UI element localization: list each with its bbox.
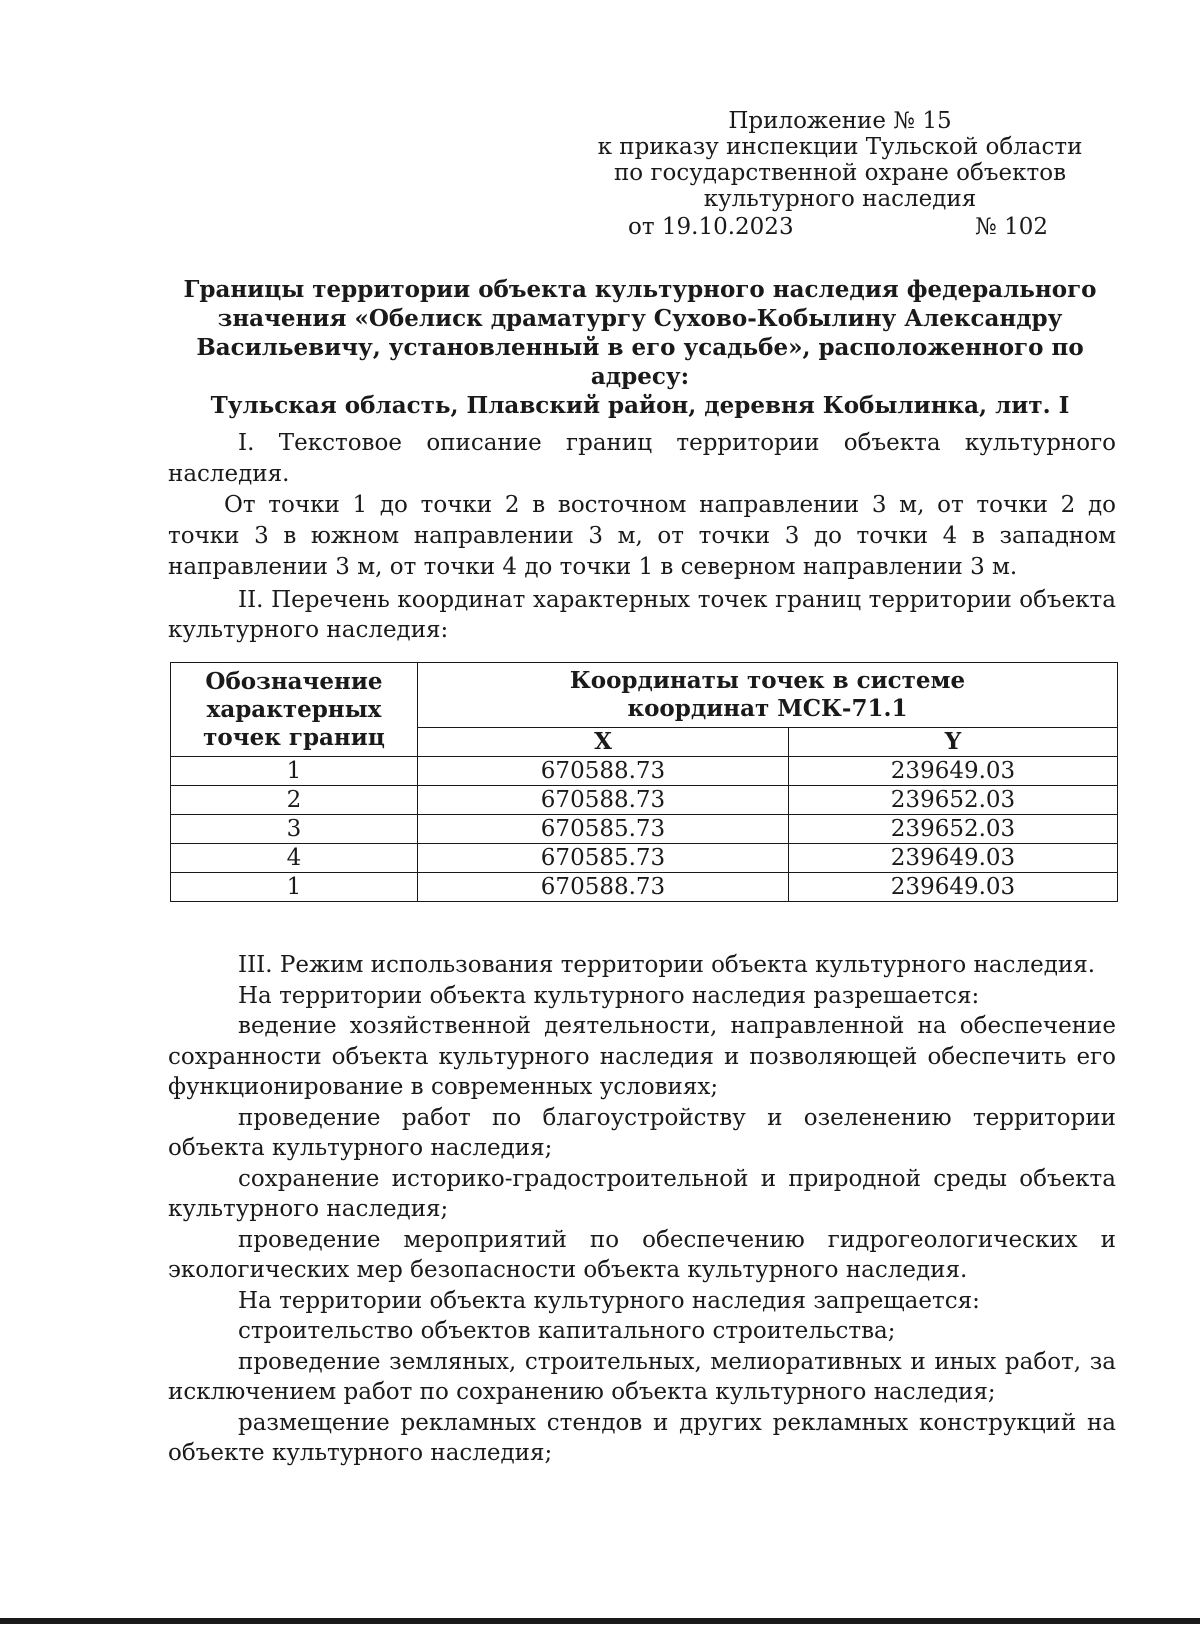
title-line: Васильевичу, установленный в его усадьбе», расположенного по адресу: bbox=[196, 334, 1084, 390]
appendix-order-ref: к приказу инспекции Тульской области bbox=[597, 134, 1083, 160]
section-1 bbox=[168, 428, 1116, 645]
x-cell: 670585.73 bbox=[418, 844, 789, 873]
appendix-order-ref-line2: по государственной охране объектов bbox=[613, 160, 1067, 186]
x-cell: 670585.73 bbox=[418, 815, 789, 844]
section-1-heading: I. Текстовое описание границ территории объекта культурного наследия. bbox=[168, 430, 1116, 487]
point-cell: 4 bbox=[171, 844, 418, 873]
title-line: Границы территории объекта культурного наследия федерального bbox=[183, 276, 1097, 303]
table-row bbox=[171, 757, 1118, 786]
forbidden-intro: На территории объекта культурного наследия запрещается: bbox=[238, 1287, 980, 1314]
forbidden-item: строительство объектов капитального строительства; bbox=[238, 1318, 896, 1344]
coordinates-table bbox=[170, 662, 1118, 902]
order-date: от 19.10.2023 bbox=[628, 214, 794, 240]
title-line: значения «Обелиск драматургу Сухово-Кобылину Александру bbox=[217, 305, 1063, 332]
section-2-heading: II. Перечень координат характерных точек границ территории объекта культурного наследия: bbox=[168, 587, 1116, 643]
y-cell: 239649.03 bbox=[789, 844, 1118, 873]
point-cell: 1 bbox=[171, 873, 418, 902]
allowed-intro: На территории объекта культурного наследия разрешается: bbox=[238, 982, 980, 1009]
allowed-item: проведение мероприятий по обеспечению гидрогеологических и экологических мер безопасности объекта культурного наследия. bbox=[168, 1226, 1116, 1283]
section-3-heading: III. Режим использования территории объекта культурного наследия. bbox=[238, 952, 1096, 978]
order-date-line bbox=[628, 214, 1048, 240]
document-title bbox=[160, 275, 1120, 420]
point-designation-header: Обозначение характерных точек границ bbox=[171, 663, 418, 757]
forbidden-item: размещение рекламных стендов и других рекламных конструкций на объекте культурного наследия; bbox=[168, 1409, 1116, 1466]
table-row bbox=[171, 786, 1118, 815]
y-cell: 239652.03 bbox=[789, 815, 1118, 844]
table-row bbox=[171, 844, 1118, 873]
point-cell: 1 bbox=[171, 757, 418, 786]
y-cell: 239649.03 bbox=[789, 873, 1118, 902]
allowed-item: проведение работ по благоустройству и озеленению территории объекта культурного наследия; bbox=[168, 1104, 1116, 1161]
y-cell: 239649.03 bbox=[789, 757, 1118, 786]
section-1-text: От точки 1 до точки 2 в восточном направлении 3 м, от точки 2 до точки 3 в южном направлении 3 м, от точки 3 до точки 4 в западном направлении 3 м, от точки 4 до точки 1 в северном направлении 3 м. bbox=[168, 492, 1116, 580]
title-line: Тульская область, Плавский район, деревня Кобылинка, лит. I bbox=[210, 392, 1070, 419]
table-row bbox=[171, 873, 1118, 902]
x-cell: 670588.73 bbox=[418, 873, 789, 902]
forbidden-item: проведение земляных, строительных, мелиоративных и иных работ, за исключением работ по сохранению объекта культурного наследия; bbox=[168, 1348, 1116, 1405]
x-cell: 670588.73 bbox=[418, 786, 789, 815]
allowed-item: сохранение историко-градостроительной и природной среды объекта культурного наследия; bbox=[168, 1165, 1116, 1222]
appendix-number: Приложение № 15 bbox=[728, 108, 952, 134]
coordinates-header: Координаты точек в системе координат МСК-71.1 bbox=[418, 663, 1118, 728]
order-number: № 102 bbox=[975, 214, 1048, 240]
appendix-header bbox=[560, 108, 1120, 212]
appendix-order-ref-line3: культурного наследия bbox=[703, 186, 977, 212]
table-row bbox=[171, 815, 1118, 844]
point-cell: 2 bbox=[171, 786, 418, 815]
x-cell: 670588.73 bbox=[418, 757, 789, 786]
section-3 bbox=[168, 950, 1116, 1469]
y-header: Y bbox=[789, 728, 1118, 757]
x-header: X bbox=[418, 728, 789, 757]
point-cell: 3 bbox=[171, 815, 418, 844]
allowed-item: ведение хозяйственной деятельности, направленной на обеспечение сохранности объекта культурного наследия и позволяющей обеспечить его функционирование в современных условиях; bbox=[168, 1013, 1116, 1100]
scan-edge-line bbox=[0, 1618, 1200, 1624]
y-cell: 239652.03 bbox=[789, 786, 1118, 815]
